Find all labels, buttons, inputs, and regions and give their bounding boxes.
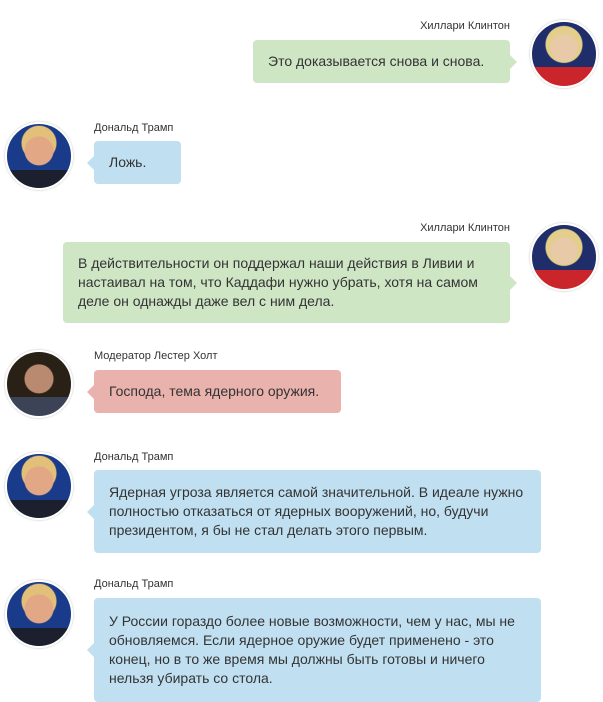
avatar-trump — [5, 580, 73, 648]
avatar-trump — [5, 452, 73, 520]
speaker-name: Хиллари Клинтон — [420, 222, 510, 234]
avatar-trump — [5, 122, 73, 190]
avatar-holt — [5, 350, 73, 418]
message-bubble: Ложь. — [94, 141, 181, 184]
speaker-name: Хиллари Клинтон — [420, 20, 510, 32]
message-bubble: В действительности он поддержал наши действия в Ливии и настаивал на том, что Каддафи нужно убрать, хотя на самом деле он однажды даже вел с ним дела. — [63, 242, 510, 323]
message-bubble: Господа, тема ядерного оружия. — [94, 370, 341, 413]
avatar-clinton — [530, 223, 598, 291]
speaker-name: Модератор Лестер Холт — [94, 350, 218, 362]
speaker-name: Дональд Трамп — [94, 451, 174, 463]
avatar-clinton — [530, 20, 598, 88]
message-bubble: Ядерная угроза является самой значительной. В идеале нужно полностью отказаться от ядерных вооружений, но, будучи президентом, я бы не стал делать этого первым. — [94, 470, 541, 553]
speaker-name: Дональд Трамп — [94, 122, 174, 134]
speaker-name: Дональд Трамп — [94, 578, 174, 590]
message-bubble: У России гораздо более новые возможности, чем у нас, мы не обновляемся. Если ядерное оружие будет применено - это конец, но в то же время мы должны быть готовы и ничего нельзя убирать со стола. — [94, 598, 541, 702]
message-bubble: Это доказывается снова и снова. — [253, 40, 510, 83]
